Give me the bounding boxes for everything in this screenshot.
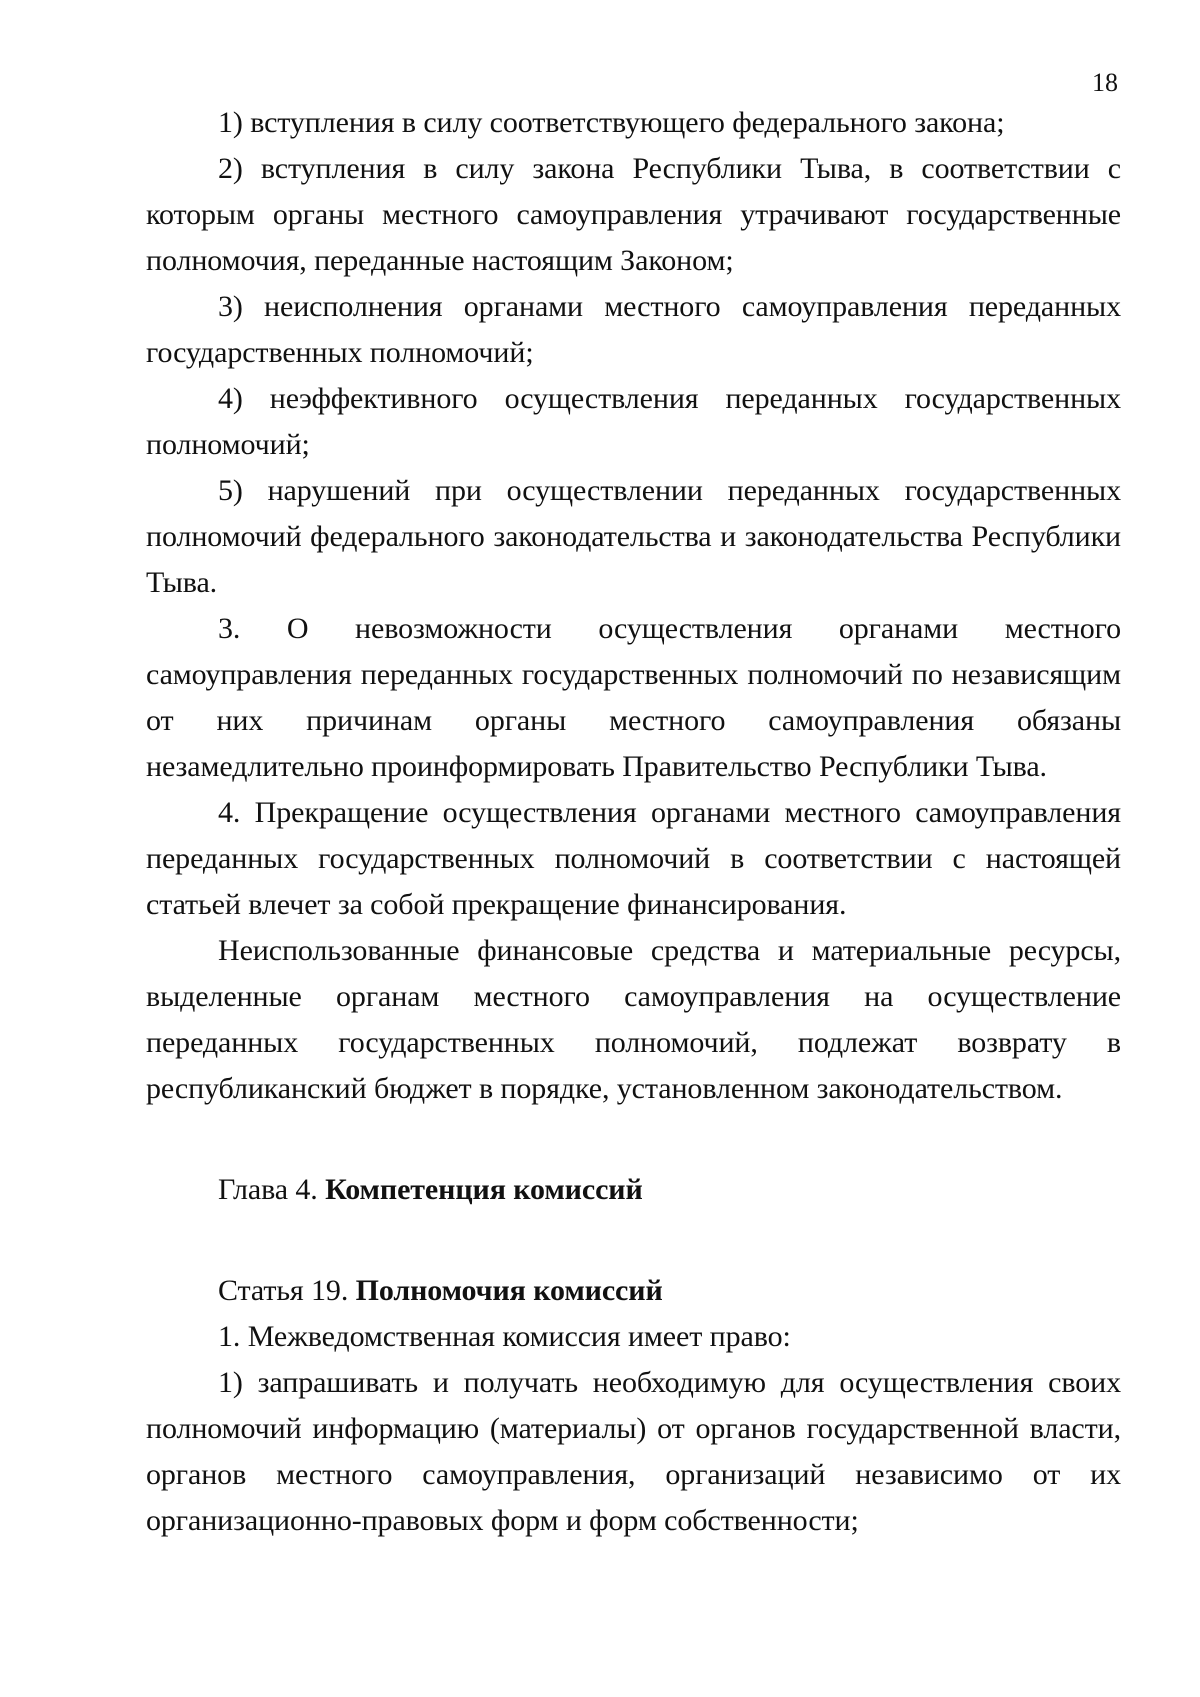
list-item-5: 5) нарушений при осуществлении переданных государственных полномочий федерального законодательства и законодательства Республики Тыва. [146, 474, 1121, 599]
chapter-heading [146, 1167, 1121, 1213]
article-paragraph-1: 1. Межведомственная комиссия имеет право: [218, 1320, 791, 1353]
document-body [146, 100, 1121, 1544]
article-prefix: Статья 19. [218, 1274, 356, 1307]
article-title: Полномочия комиссий [355, 1274, 663, 1307]
chapter-prefix: Глава 4. [218, 1173, 326, 1206]
list-item-1: 1) вступления в силу соответствующего федерального закона; [218, 106, 1005, 139]
list-item-4: 4) неэффективного осуществления переданных государственных полномочий; [146, 382, 1121, 461]
page-number: 18 [1092, 68, 1118, 97]
list-item-3: 3) неисполнения органами местного самоуправления переданных государственных полномочий; [146, 290, 1121, 369]
article-item-1: 1) запрашивать и получать необходимую для осуществления своих полномочий информацию (материалы) от органов государственной власти, органов местного самоуправления, организаций независимо от их организационно-правовых форм и форм собственности; [146, 1366, 1121, 1537]
list-item-2: 2) вступления в силу закона Республики Тыва, в соответствии с которым органы местного самоуправления утрачивают государственные полномочия, переданные настоящим Законом; [146, 152, 1121, 277]
paragraph-3: 3. О невозможности осуществления органами местного самоуправления переданных государственных полномочий по независящим от них причинам органы местного самоуправления обязаны незамедлительно проинформировать Правительство Республики Тыва. [146, 612, 1121, 783]
article-heading [146, 1268, 1121, 1314]
paragraph-4: 4. Прекращение осуществления органами местного самоуправления переданных государственных полномочий в соответствии с настоящей статьей влечет за собой прекращение финансирования. [146, 796, 1121, 921]
paragraph-4-continuation: Неиспользованные финансовые средства и материальные ресурсы, выделенные органам местного самоуправления на осуществление переданных государственных полномочий, подлежат возврату в республиканский бюджет в порядке, установленном законодательством. [146, 934, 1121, 1105]
chapter-title: Компетенция комиссий [325, 1173, 643, 1206]
